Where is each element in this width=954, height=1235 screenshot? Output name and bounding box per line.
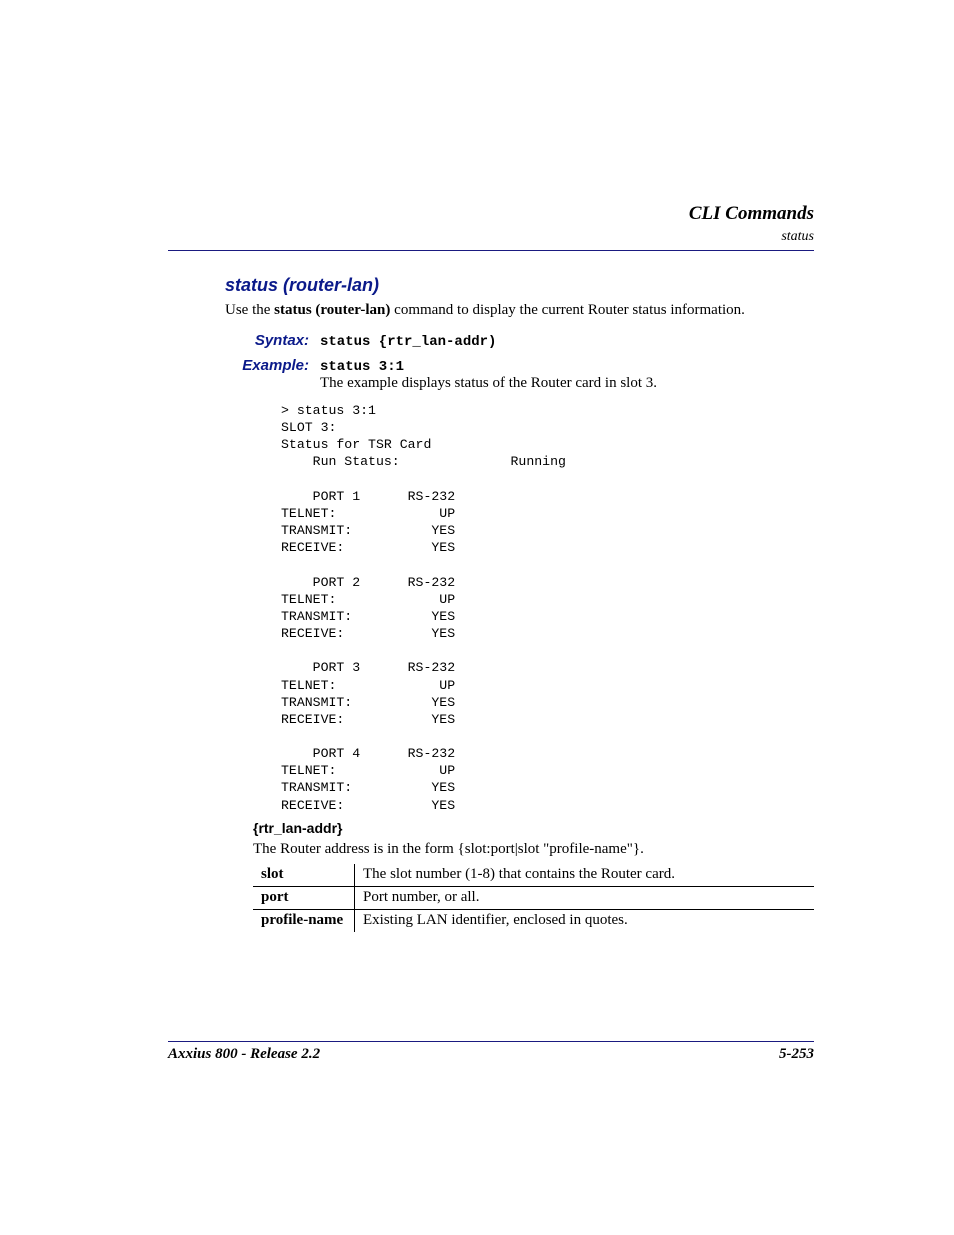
table-row [253,910,814,933]
footer-rule [168,1041,814,1042]
example-description: The example displays status of the Router card in slot 3. [320,375,658,391]
param-value: Port number, or all. [355,887,815,910]
parameter-heading: {rtr_lan-addr} [253,820,343,836]
param-key: port [253,887,355,910]
example-command: status 3:1 [320,359,405,375]
table-row [253,864,814,887]
parameter-description: The Router address is in the form {slot:port|slot "profile-name"}. [253,841,644,857]
running-header-subtitle: status [781,229,814,244]
param-value: Existing LAN identifier, enclosed in quotes. [363,912,628,928]
syntax-label: Syntax: [254,332,309,349]
header-rule [168,250,814,251]
param-key: profile-name [253,910,355,933]
param-key: slot [253,864,355,887]
intro-command-name: status (router-lan) [274,302,391,318]
example-label: Example: [242,357,309,374]
syntax-command: status {rtr_lan-addr) [320,334,497,350]
parameter-table [253,864,814,932]
footer-page-number: 5-253 [779,1046,814,1062]
footer-product: Axxius 800 - Release 2.2 [168,1046,321,1062]
section-title: status (router-lan) [225,275,380,295]
intro-paragraph: Use the status (router-lan) command to display the current Router status information. [225,302,745,318]
table-row [253,887,814,910]
example-output: > status 3:1 SLOT 3: Status for TSR Card Run Status: Running PORT 1 RS-232 TELNET: UP TRANSMIT: YES RECEIVE: YES PORT 2 RS-232 TELNET: UP TRANSMIT: YES RECEIVE: YES PORT 3 RS-232 TELNET: UP TRANSMIT: YES RECEIVE: YES PORT 4 RS-232 TELNET: UP TRANSMIT: YES RECEIVE: YES [281,403,566,813]
param-value: The slot number (1-8) that contains the Router card. [355,864,815,887]
running-header-title: CLI Commands [688,203,814,224]
